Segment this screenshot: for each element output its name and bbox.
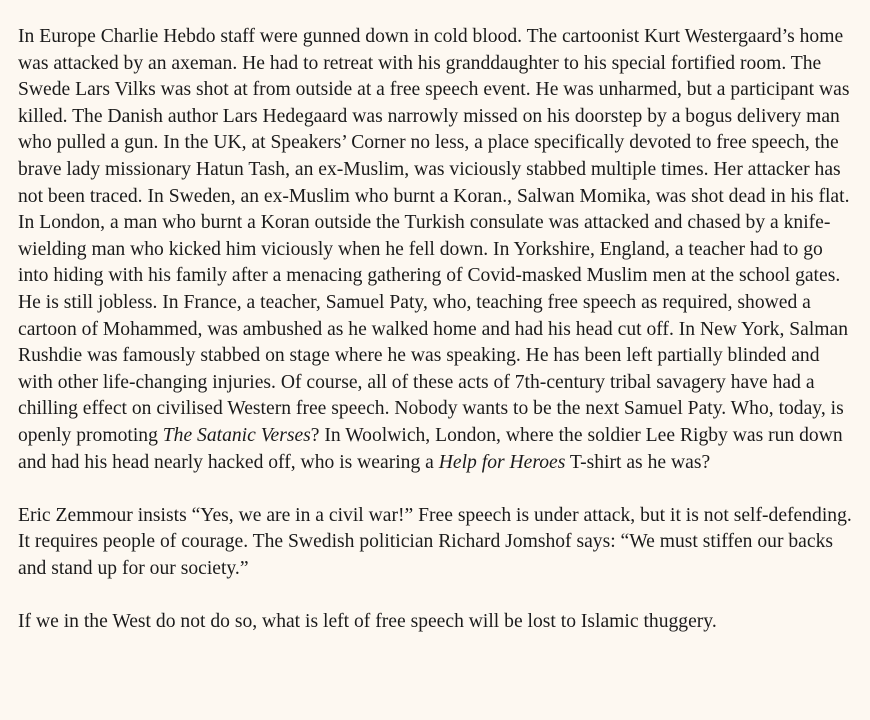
charity-name-help-for-heroes: Help for Heroes — [438, 451, 566, 473]
paragraph-2: Eric Zemmour insists “Yes, we are in a civil war!” Free speech is under attack, but it is not self-defending. It requires people of courage. The Swedish politician Richard Jomshof says: “We must stiffen our backs and stand up for our society.” — [18, 504, 852, 579]
book-title-satanic-verses: The Satanic Verses — [162, 424, 311, 446]
paragraph-1 — [18, 24, 856, 476]
article-body — [18, 24, 856, 662]
paragraph-1-text-c: T-shirt as he was? — [565, 451, 711, 473]
paragraph-1-text-a: In Europe Charlie Hebdo staff were gunned down in cold blood. The cartoonist Kurt Westergaard’s home was attacked by an axeman. He had to retreat with his granddaughter to his special fortified room. The Swede Lars Vilks was shot at from outside at a free speech event. He was unharmed, but a participant was killed. The Danish author Lars Hedegaard was narrowly missed on his doorstep by a bogus delivery man who pulled a gun. In the UK, at Speakers’ Corner no less, a place specifically devoted to free speech, the brave lady missionary Hatun Tash, an ex-Muslim, was viciously stabbed multiple times. Her attacker has not been traced. In Sweden, an ex-Muslim who burnt a Koran., Salwan Momika, was shot dead in his flat. In London, a man who burnt a Koran outside the Turkish consulate was attacked and chased by a knife-wielding man who kicked him viciously when he fell down. In Yorkshire, England, a teacher had to go into hiding with his family after a menacing gathering of Covid-masked Muslim men at the school gates. He is still jobless. In France, a teacher, Samuel Paty, who, teaching free speech as required, showed a cartoon of Mohammed, was ambushed as he walked home and had his head cut off. In New York, Salman Rushdie was famously stabbed on stage where he was speaking. He has been left partially blinded and with other life-changing injuries. Of course, all of these acts of 7th-century tribal savagery have had a chilling effect on civilised Western free speech. Nobody wants to be the next Samuel Paty. Who, today, is openly promoting — [18, 26, 850, 446]
paragraph-3: If we in the West do not do so, what is left of free speech will be lost to Islamic thuggery. — [18, 610, 717, 632]
paragraph-1-text-b: ? In Woolwich, London, where the soldier Lee Rigby was run down and had his head nearly hacked off, who is wearing a — [18, 424, 843, 473]
